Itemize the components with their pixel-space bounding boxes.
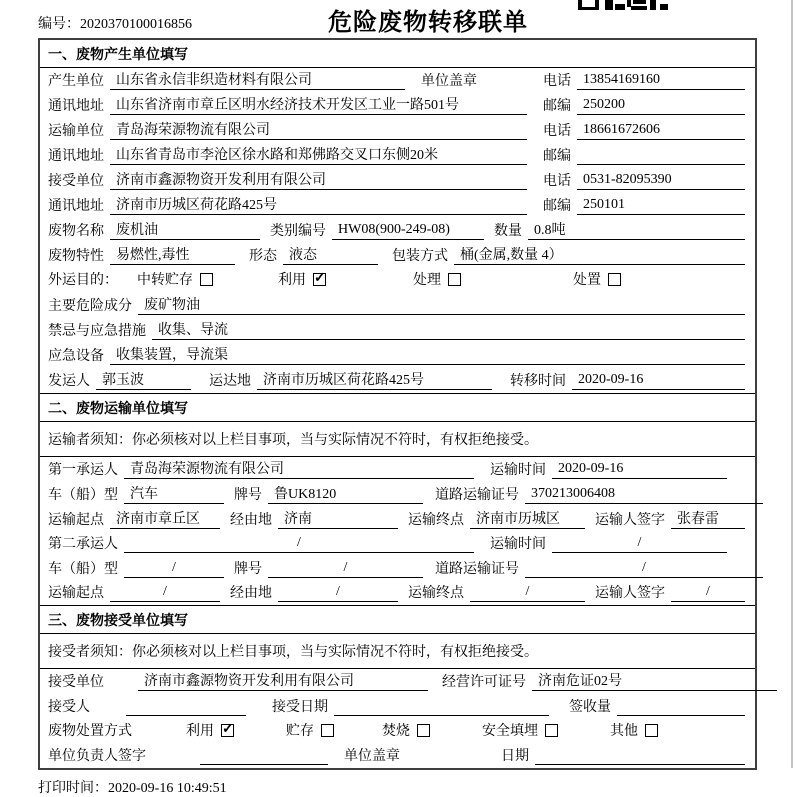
transport-time1-label: 运输时间 [490, 462, 546, 478]
disposal-option [482, 720, 558, 740]
purpose-checkbox-chuli [448, 273, 461, 286]
responsible-sign-label: 单位负责人签字 [48, 748, 146, 764]
accept-date-label: 接受日期 [272, 699, 328, 715]
disposal-checkbox-liyong [221, 724, 234, 737]
disposal-method-label: 废物处置方式 [48, 723, 132, 739]
disposal-option-label: 贮存 [286, 723, 314, 739]
dispatcher-field: 郭玉波 [96, 369, 191, 390]
receiver-address-row [40, 193, 755, 218]
receiver-zip-label: 邮编 [543, 199, 571, 214]
waste-code-label: 类别编号 [270, 224, 326, 239]
plate2-field: / [268, 560, 423, 578]
accepting-unit-row [40, 669, 755, 694]
section3-heading: 三、废物接受单位填写 [40, 605, 755, 634]
purpose-option-label: 处置 [573, 273, 601, 289]
sign-date-label: 日期 [501, 748, 529, 764]
accepting-unit-field: 济南市鑫源物资开发利用有限公司 [138, 670, 428, 691]
producer-phone-label: 电话 [543, 74, 571, 89]
plate2-label: 牌号 [234, 561, 262, 577]
acceptor-row [40, 694, 755, 719]
route-via2-label: 经由地 [230, 586, 272, 601]
disposal-method-row [40, 719, 755, 744]
route-start2-field: / [110, 584, 220, 602]
transporter-zip-label: 邮编 [543, 149, 571, 164]
purpose-option [137, 269, 213, 289]
receiver-zip-field: 250101 [577, 197, 745, 215]
disposal-option [286, 720, 334, 740]
print-time-label: 打印时间： [38, 780, 108, 796]
transporter-row [40, 118, 755, 143]
waste-character-label: 废物特性 [48, 249, 104, 264]
transporter-address-field: 山东省青岛市李沧区徐水路和郑佛路交叉口东侧20米 [110, 144, 527, 165]
section2-heading: 二、废物运输单位填写 [40, 393, 755, 422]
producer-zip-label: 邮编 [543, 99, 571, 114]
emergency-equipment-row [40, 343, 755, 368]
route2-row [40, 581, 755, 606]
document-number-value: 2020370100016856 [80, 17, 192, 32]
carrier-sign2-label: 运输人签字 [595, 586, 665, 601]
receiver-label: 接受单位 [48, 174, 104, 189]
route-end1-label: 运输终点 [408, 512, 464, 528]
receiver-phone-label: 电话 [543, 174, 571, 189]
producer-phone-field: 13854169160 [577, 72, 745, 90]
transport-time1-field: 2020-09-16 [552, 461, 727, 479]
carrier-sign1-field: 张春雷 [671, 508, 745, 529]
receiver-notice-row [40, 634, 755, 669]
emergency-equipment-field: 收集装置，导流渠 [110, 344, 745, 365]
transport-time2-label: 运输时间 [490, 537, 546, 552]
route-start1-field: 济南市章丘区 [110, 508, 220, 529]
page-title: 危险废物转移联单 [328, 9, 528, 36]
plate1-field: 鲁UK8120 [268, 483, 423, 504]
received-qty-field [617, 698, 745, 716]
receiver-row [40, 168, 755, 193]
disposal-option-label: 其他 [610, 723, 638, 739]
transporter-name-field: 青岛海荣源物流有限公司 [110, 119, 527, 140]
route-via1-field: 济南 [278, 508, 398, 529]
purpose-option-label: 中转贮存 [137, 273, 193, 289]
producer-address-row [40, 93, 755, 118]
destination-label: 运达地 [209, 373, 251, 389]
waste-form-field: 液态 [283, 244, 378, 265]
route-start1-label: 运输起点 [48, 512, 104, 528]
accepting-unit-label: 接受单位 [48, 675, 104, 690]
purpose-option-label: 处理 [413, 273, 441, 289]
transporter-address-label: 通讯地址 [48, 149, 104, 164]
vehicle1-row [40, 482, 755, 507]
permit-field: 济南危证02号 [532, 670, 777, 691]
producer-zip-field: 250200 [577, 97, 745, 115]
document-header [0, 0, 796, 38]
hazard-component-row [40, 293, 755, 318]
disposal-option [186, 720, 234, 740]
route-end2-field: / [470, 584, 585, 602]
section1-heading: 一、废物产生单位填写 [40, 40, 755, 68]
receiver-name-field: 济南市鑫源物资开发利用有限公司 [110, 169, 527, 190]
disposal-option-label: 安全填埋 [482, 723, 538, 739]
first-carrier-label: 第一承运人 [48, 462, 118, 478]
carrier-sign1-label: 运输人签字 [595, 512, 665, 528]
print-time-value: 2020-09-16 10:49:51 [108, 780, 227, 796]
producer-address-label: 通讯地址 [48, 99, 104, 114]
second-carrier-row [40, 532, 755, 557]
dispatch-row [40, 368, 755, 393]
transfer-time-field: 2020-09-16 [572, 372, 745, 390]
vehicle-type1-field: 汽车 [124, 483, 224, 504]
road-license2-field: / [525, 560, 763, 578]
route-via1-label: 经由地 [230, 512, 272, 528]
waste-name-row [40, 218, 755, 243]
disposal-option-label: 利用 [186, 723, 214, 739]
emergency-measures-row [40, 318, 755, 343]
disposal-option [610, 720, 658, 740]
manifest-form [38, 38, 757, 770]
waste-qty-field: 0.8吨 [528, 219, 745, 240]
transporter-zip-field [577, 147, 745, 165]
vehicle-type2-field: / [124, 560, 224, 578]
producer-address-field: 山东省济南市章丘区明水经济技术开发区工业一路501号 [110, 94, 527, 115]
receiver-phone-field: 0531-82095390 [577, 172, 745, 190]
waste-code-field: HW08(900-249-08) [332, 222, 484, 240]
waste-name-field: 废机油 [110, 219, 260, 240]
waste-pack-field: 桶(金属,数量 4） [454, 244, 745, 265]
road-license1-field: 370213006408 [525, 486, 763, 504]
producer-row [40, 68, 755, 93]
emergency-measures-label: 禁忌与应急措施 [48, 323, 146, 339]
waste-form-label: 形态 [249, 249, 277, 264]
print-time [38, 777, 796, 797]
disposal-option-label: 焚烧 [382, 723, 410, 739]
route-end1-field: 济南市历城区 [470, 508, 585, 529]
transport-time2-field: / [552, 535, 727, 553]
emergency-measures-field: 收集、导流 [152, 319, 745, 340]
transporter-phone-label: 电话 [543, 124, 571, 139]
first-carrier-row [40, 457, 755, 482]
producer-seal-label: 单位盖章 [421, 74, 477, 89]
disposal-checkbox-tianmai [545, 724, 558, 737]
purpose-checkbox-chuzhi [608, 273, 621, 286]
responsible-sign-field [200, 747, 328, 765]
waste-character-field: 易燃性,毒性 [110, 244, 235, 265]
document-number-label: 编号： [38, 17, 80, 32]
road-license2-label: 道路运输证号 [435, 561, 519, 577]
transporter-notice-row [40, 422, 755, 457]
transfer-time-label: 转移时间 [510, 373, 566, 389]
disposal-checkbox-qita [645, 724, 658, 737]
receiver-notice-text: 接受者须知：你必须核对以上栏目事项，当与实际情况不符时，有权拒绝接受。 [48, 645, 538, 660]
transfer-purpose-row [40, 268, 755, 293]
emergency-equipment-label: 应急设备 [48, 348, 104, 364]
responsible-sign-row [40, 743, 755, 768]
receiver-address-label: 通讯地址 [48, 199, 104, 214]
purpose-option [413, 269, 461, 289]
producer-name-field: 山东省永信非织造材料有限公司 [110, 69, 405, 90]
route-start2-label: 运输起点 [48, 586, 104, 601]
received-qty-label: 签收量 [569, 699, 611, 715]
plate1-label: 牌号 [234, 487, 262, 503]
second-carrier-field: / [124, 535, 474, 553]
sign-date-field [535, 747, 745, 765]
purpose-checkbox-liyong [313, 273, 326, 286]
disposal-option [382, 720, 430, 740]
permit-label: 经营许可证号 [442, 675, 526, 690]
waste-character-row [40, 243, 755, 268]
receiver-address-field: 济南市历城区荷花路425号 [110, 194, 527, 215]
disposal-checkbox-fenshao [417, 724, 430, 737]
unit-seal-label: 单位盖章 [344, 748, 400, 764]
vehicle-type2-label: 车（船）型 [48, 561, 118, 577]
waste-pack-label: 包装方式 [392, 249, 448, 264]
transporter-label: 运输单位 [48, 124, 104, 139]
first-carrier-field: 青岛海荣源物流有限公司 [124, 458, 474, 479]
transporter-notice-text: 运输者须知：你必须核对以上栏目事项，当与实际情况不符时，有权拒绝接受。 [48, 432, 538, 448]
hazard-component-field: 废矿物油 [138, 294, 745, 315]
hazard-component-label: 主要危险成分 [48, 298, 132, 314]
qr-code-fragment-icon [578, 0, 668, 10]
vehicle2-row [40, 556, 755, 581]
disposal-checkbox-zhucun [321, 724, 334, 737]
waste-name-label: 废物名称 [48, 224, 104, 239]
dispatcher-label: 发运人 [48, 373, 90, 389]
purpose-option-label: 利用 [278, 273, 306, 289]
carrier-sign2-field: / [671, 584, 745, 602]
accept-date-field [334, 698, 549, 716]
second-carrier-label: 第二承运人 [48, 537, 118, 552]
acceptor-field [126, 698, 246, 716]
transporter-address-row [40, 143, 755, 168]
purpose-option [278, 269, 326, 289]
purpose-checkbox-zhuancun [200, 273, 213, 286]
vehicle-type1-label: 车（船）型 [48, 487, 118, 503]
waste-qty-label: 数量 [494, 224, 522, 239]
acceptor-label: 接受人 [48, 699, 90, 715]
route-end2-label: 运输终点 [408, 586, 464, 601]
transporter-phone-field: 18661672606 [577, 122, 745, 140]
page-right-edge [791, 0, 793, 768]
purpose-option [573, 269, 621, 289]
road-license1-label: 道路运输证号 [435, 487, 519, 503]
producer-label: 产生单位 [48, 74, 104, 89]
destination-field: 济南市历城区荷花路425号 [257, 369, 492, 390]
route-via2-field: / [278, 584, 398, 602]
route1-row [40, 507, 755, 532]
transfer-purpose-label: 外运目的： [48, 273, 118, 289]
